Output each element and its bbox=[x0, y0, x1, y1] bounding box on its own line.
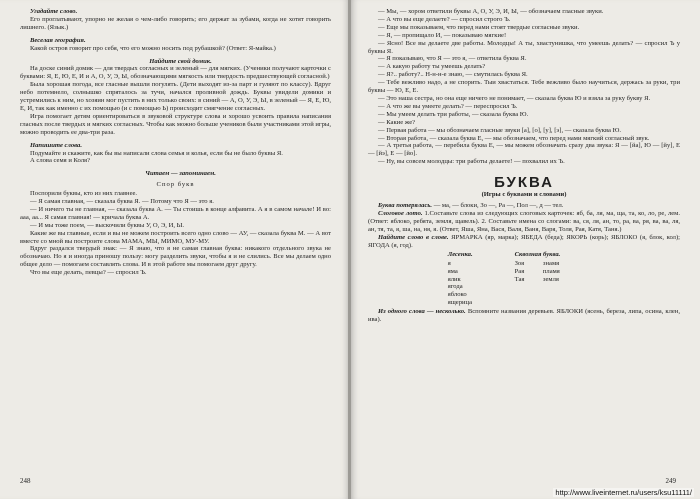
crossword-table bbox=[515, 251, 561, 306]
dialog-line: — А третья работа, — перебила буква Е, — мы можем обозначать сразу два звука: Я — [йа], Ю — [йу], Е — [йэ], Е — [йо]. bbox=[368, 142, 680, 158]
ladder-list bbox=[448, 260, 473, 306]
dialog-line: — Какие же? bbox=[378, 118, 416, 126]
dialog-line: — Еще мы показываем, что перед нами стоят твердые согласные звуки. bbox=[378, 23, 580, 31]
dialog-line: — Я, — пропищало И, — показываю мягкие! bbox=[378, 31, 507, 39]
dialog-line: — Вторая работа, — сказала буква Е, — мы обозначаем, что перед нами мягкий согласный звук. bbox=[378, 134, 650, 142]
story-line: Какие же вы главные, если и вы не можем построить всего одно слово — АУ, — сказала буква М. — А вот вместе со мной вы построите слова МАМА, МЫ, МИМО, МУ-МУ. bbox=[20, 229, 331, 245]
chapter-subtitle: (Игры с буквами и словами) bbox=[481, 191, 567, 199]
paragraph: Подумайте и скажите, как бы вы написали слова семья и колья, если бы не было буквы Я. bbox=[30, 149, 283, 157]
page-number: 248 bbox=[20, 477, 31, 485]
dialog-line: — А что вы еще делаете? — спросил строго Ъ. bbox=[378, 15, 511, 23]
ladder-word: я bbox=[447, 260, 451, 268]
crossword-word: Зоя bbox=[514, 260, 525, 268]
paragraph: Игра помогает детям ориентироваться в звуковой структуре слова и хорошо усвоить правила написания гласных после твердых и мягких согласных. Чтобы как можно больше учеников были участниками этой игры, можно проводить ее два-три раза. bbox=[20, 112, 331, 136]
ladder-word: ягода bbox=[447, 283, 463, 291]
ladder-word: ящерица bbox=[447, 298, 473, 306]
crossword-word: земля bbox=[542, 275, 559, 283]
story-title: Спор букв bbox=[156, 181, 195, 189]
paragraph: На доске синий домик — для твердых согласных и зеленый — для мягких. (Ученики получают карточки с буквами: Я, Е, Ю, Е, И и А, О, У, Э, Ы, обозначающими мягкость или твердость предшествующей согласной.) bbox=[20, 65, 331, 81]
chapter-title: БУКВА bbox=[494, 174, 554, 192]
dialog-line: — Мы, — хором ответили буквы А, О, У, Э, И, Ы, — обозначаем гласные звуки. bbox=[378, 8, 604, 15]
dialog-line: — Ясно! Все вы делаете две работы. Молодцы! А ты, хвастунишка, что умеешь делать? — спросил Ъ у буквы Я. bbox=[368, 39, 680, 55]
right-page bbox=[351, 0, 700, 499]
story-line: — И ничего ты не главная, — сказала буква А. — Ты стоишь в конце алфавита. А я в самом начале! И во: ааа, аа... Я самая главная! — кричала буква А. bbox=[20, 205, 331, 221]
ladder-word: ялик bbox=[447, 275, 461, 283]
crossword-word: Тая bbox=[514, 275, 525, 283]
left-page bbox=[0, 0, 349, 499]
crossword-list bbox=[515, 260, 561, 283]
story-line: Что вы еще делать, певцы? — спросил Ъ. bbox=[30, 269, 147, 277]
dialog-text bbox=[368, 8, 680, 166]
left-column bbox=[20, 8, 331, 277]
section-title: Веселая география. bbox=[30, 36, 86, 44]
story-line: Вдруг раздался твердый знак: — Я знаю, что я не самая главная буква: никакого отдельного звука не обозначаю. Но я и иногда приношу пользу: могу разделить звуки, чтобы я и не слились. Все мы делаем одно общее дело — помогаем составлять слова. И в этой работе мы помогаем друг другу. bbox=[20, 245, 331, 269]
story-line: — И мы тоже поем, — выскочили буквы У, О, Э, И, Ы. bbox=[30, 221, 185, 229]
paragraph: Была хорошая погода, все гласные вышли погулять. (Дети выходят из-за парт и гуляют по классу). Вдруг небо потемнело, солнышко спряталось за тучи, начался проливной дождь. Буквы увидели домики и устремились к ним, но хозяин мог пустить в них только своих: в синий — А, О, У, Э, Ы, в зеленый — Я, Е, Ю, Е, И, так как именно с их помощью (и с помощью Ь) происходит смягчение согласных. bbox=[20, 81, 331, 112]
ladder-word: яблоко bbox=[447, 290, 467, 298]
section-title: Угадайте слово. bbox=[30, 8, 78, 15]
paragraph: Какой остров говорит про себя, что его можно носить под рубашкой? (Ответ: Я-майка.) bbox=[30, 44, 276, 52]
table-heading: Лесенка. bbox=[447, 251, 473, 259]
dialog-line: — Тебе вежливо надо, а не спорить. Тыи хвастаться. Тебе вежливо было научиться, держась за руки, три буквы — Ю, Е, Е. bbox=[368, 79, 680, 95]
dialog-line: — Мы умеем делать три работы, — сказала буква Ю. bbox=[378, 110, 529, 118]
paragraph: Из одного слова — несколько. Вспомните названия деревьев. ЯБЛОКИ (ясень, береза, липа, осина, клен, ива). bbox=[368, 308, 680, 324]
ladder-word: яма bbox=[447, 267, 458, 275]
dialog-line: — Я?.. работу?.. Н-н-н-е знаю, — смутилась буква Я. bbox=[378, 71, 528, 79]
paragraph: Его проглатывают, упорно не желая о чем-либо говорить; его держат за зубами, когда не хотят говорить лишнего. (Язык.) bbox=[20, 15, 331, 31]
paragraph: Буква потерялась. — ма, — блоки, Зо —, Ра —, Пол —, д — тел. bbox=[378, 202, 564, 210]
story-line: — Я самая главная, — сказала буква Я. — Потому что Я — это я. bbox=[30, 198, 214, 206]
dialog-line: — Это наша сестра, но она еще ничего не понимает, — сказала буква Ю и взяла за руку букву Я. bbox=[378, 94, 651, 102]
story-line: Поспорили буквы, кто из них главнее. bbox=[30, 190, 138, 198]
story-text bbox=[20, 190, 331, 277]
dialog-line: — Я показываю, что Я — это я, — ответила буква Я. bbox=[378, 55, 527, 63]
section-title: Читаем — запоминаем. bbox=[145, 170, 216, 178]
watermark-url: http://www.liveinternet.ru/users/ksu11111/ bbox=[555, 488, 692, 497]
paragraph: Слоговое лото. 1.Составьте слова из следующих слоговых карточек: яб, ба, ля, ма, ща, та, ко, ло, ре, лем. (Ответ: яблоко, ребята, земля, щавель). 2. Составьте имена со слогами: ва, ся, ля, ан, тo, ра, вa, ря, ва, ва, ля, ан, тя, та, я, ша, на, ня, я. (Ответ, Яша, Яна, Вася, Валя, Ваня, Варя, Толя, Рая, Катя, Таня.) bbox=[368, 209, 680, 233]
section-title: Найдите свой домик. bbox=[149, 57, 212, 65]
page-number: 249 bbox=[665, 477, 676, 485]
crossword-word: пламя bbox=[542, 267, 560, 275]
dialog-line: — Первая работа — мы обозначаем гласные звуки [а], [о], [у], [э], — сказала буква Ю. bbox=[378, 126, 622, 134]
right-column bbox=[368, 8, 680, 324]
crossword-word: знамя bbox=[542, 260, 560, 268]
section-title: Напишите слова. bbox=[30, 141, 82, 149]
word-tables bbox=[368, 251, 680, 306]
crossword-word: Рая bbox=[514, 267, 525, 275]
table-heading: Сквозная буква. bbox=[514, 251, 561, 259]
dialog-line: — Ну, вы совсем молодцы: три работы делаете! — похвалил их Ъ. bbox=[378, 158, 565, 166]
dialog-line: — А какую работу ты умеешь делать? bbox=[378, 63, 486, 71]
ladder-table bbox=[448, 251, 473, 306]
paragraph: Найдите слово в слове. ЯРМАРКА (яр, марка); ЯБЕДА (беда); ЯКОРЬ (корь); ЯБЛОКО (я, блок, кол); ЯГОДА (я, год). bbox=[368, 233, 680, 249]
dialog-line: — А что же вы умеете делать? — переспросил Ъ. bbox=[378, 102, 518, 110]
paragraph: А слова семя и Коля? bbox=[30, 157, 91, 165]
